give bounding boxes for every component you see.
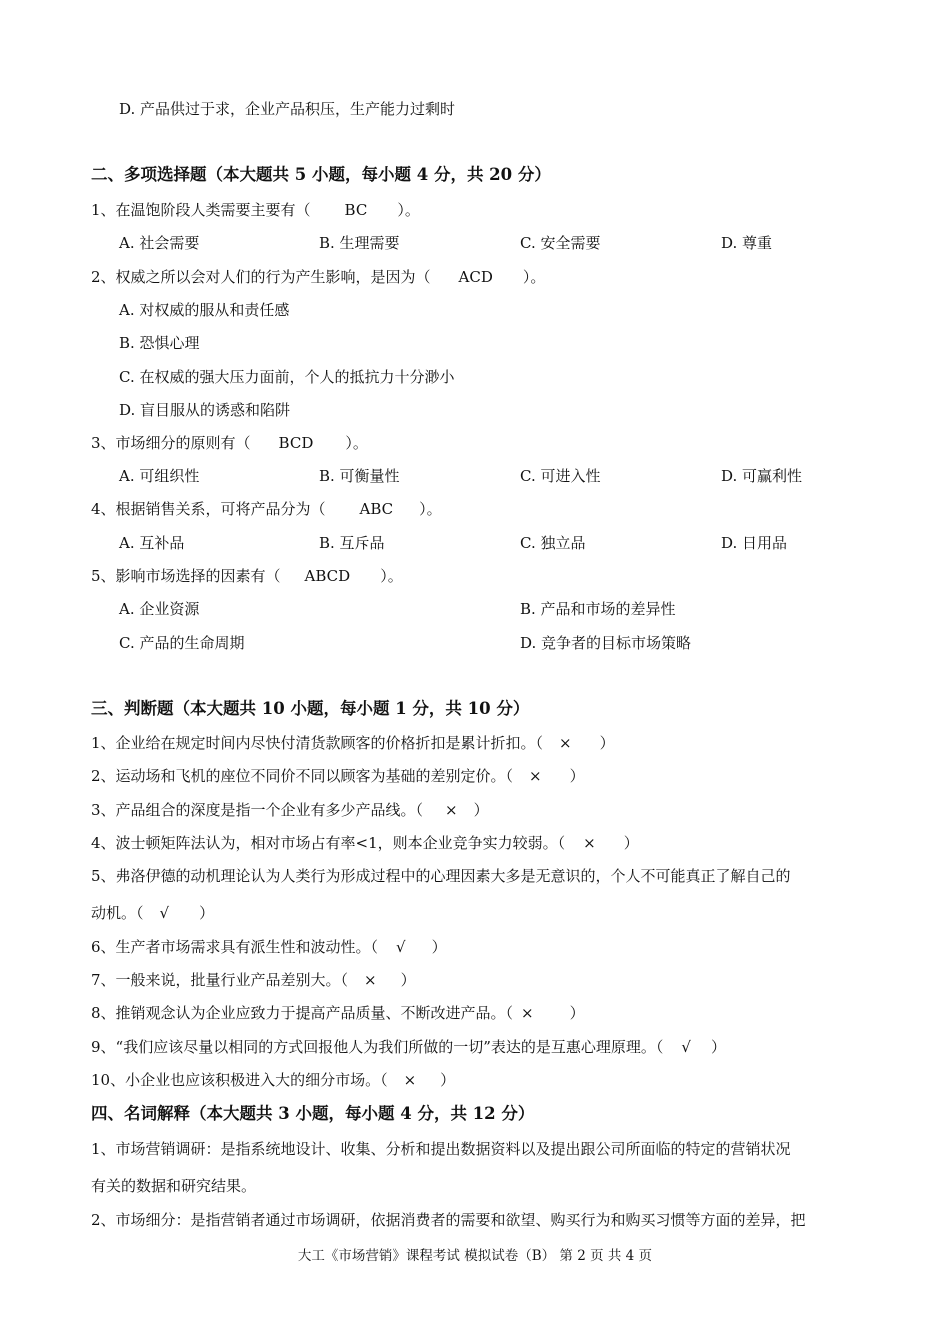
option-d: D. 日用品 [721, 534, 788, 552]
question-3-8 [91, 1003, 585, 1023]
question-2-3 [91, 433, 368, 453]
question-stem: 10、小企业也应该积极进入大的细分市场。（ [91, 1071, 388, 1089]
page-footer: 大工《市场营销》课程考试 模拟试卷（B） 第 2 页 共 4 页 [297, 1248, 653, 1264]
option-b: B. 恐惧心理 [119, 334, 200, 352]
answer-mark: × [583, 834, 596, 852]
question-end: ）。 [380, 567, 403, 585]
option-a: A. 社会需要 [119, 234, 200, 252]
question-stem: 9、“我们应该尽量以相同的方式回报他人为我们所做的一切”表达的是互惠心理原理。（ [91, 1038, 664, 1056]
question-end: ） [569, 767, 585, 785]
answer: ABCD [304, 567, 351, 585]
option-c: C. 产品的生命周期 [119, 634, 245, 652]
question-end: ）。 [345, 434, 368, 452]
question-3-9 [91, 1037, 726, 1057]
question-stem: 动机。（ [91, 904, 144, 922]
answer-mark: √ [159, 904, 170, 922]
section-heading-multiple-choice: 二、多项选择题（本大题共 5 小题，每小题 4 分，共 20 分） [91, 165, 551, 184]
answer: ABC [359, 500, 394, 518]
question-end: ） [400, 971, 416, 989]
question-2-2 [91, 267, 545, 287]
question-stem: 2、运动场和飞机的座位不同价不同以顾客为基础的差别定价。（ [91, 767, 514, 785]
question-stem: 1、在温饱阶段人类需要主要有（ [91, 201, 311, 219]
question-3-3 [91, 800, 489, 820]
option-a: A. 企业资源 [119, 600, 200, 618]
option-c: C. 可进入性 [520, 467, 601, 485]
option-a: A. 对权威的服从和责任感 [119, 301, 290, 319]
answer-mark: × [559, 734, 572, 752]
question-end: ）。 [419, 500, 442, 518]
question-3-5: 5、弗洛伊德的动机理论认为人类行为形成过程中的心理因素大多是无意识的，个人不可能真正了解自己的 [91, 867, 791, 885]
option-d: D. 盲目服从的诱惑和陷阱 [119, 401, 291, 419]
section-heading-true-false: 三、判断题（本大题共 10 小题，每小题 1 分，共 10 分） [91, 699, 530, 718]
answer-mark: √ [396, 938, 406, 956]
answer-mark: × [529, 767, 542, 785]
option-c: C. 独立品 [520, 534, 586, 552]
question-stem: 5、影响市场选择的因素有（ [91, 567, 281, 585]
question-stem: 4、波士顿矩阵法认为，相对市场占有率<1，则本企业竞争实力较弱。（ [91, 834, 566, 852]
answer: BCD [278, 434, 314, 452]
option-b: B. 生理需要 [319, 234, 400, 252]
question-stem: 3、产品组合的深度是指一个企业有多少产品线。（ [91, 801, 424, 819]
question-stem: 4、根据销售关系，可将产品分为（ [91, 500, 326, 518]
question-2-1 [91, 200, 420, 220]
question-end: ） [569, 1004, 585, 1022]
question-3-10 [91, 1070, 455, 1090]
answer-mark: × [445, 801, 458, 819]
question-3-7 [91, 970, 416, 990]
section-heading-term-definitions: 四、名词解释（本大题共 3 小题，每小题 4 分，共 12 分） [91, 1104, 535, 1123]
question-stem: 7、一般来说，批量行业产品差别大。（ [91, 971, 349, 989]
answer-mark: × [364, 971, 377, 989]
question-end: ） [440, 1071, 456, 1089]
option-d: D. 尊重 [721, 234, 773, 252]
option-d: D. 可赢利性 [721, 467, 803, 485]
option-b: B. 产品和市场的差异性 [520, 600, 676, 618]
question-stem: 8、推销观念认为企业应致力于提高产品质量、不断改进产品。（ [91, 1004, 514, 1022]
question-3-5-continued [91, 903, 214, 923]
question-3-4 [91, 833, 639, 853]
question-stem: 2、权威之所以会对人们的行为产生影响，是因为（ [91, 268, 431, 286]
question-end: ）。 [522, 268, 546, 286]
question-stem: 6、生产者市场需求具有派生性和波动性。（ [91, 938, 379, 956]
question-end: ） [710, 1038, 726, 1056]
answer: ACD [458, 268, 493, 286]
definition-1-line-1: 1、市场营销调研：是指系统地设计、收集、分析和提出数据资料以及提出跟公司所面临的特定的营销状况 [91, 1140, 791, 1158]
question-end: ） [599, 734, 615, 752]
question-end: ） [431, 938, 447, 956]
question-end: ） [473, 801, 489, 819]
option-b: B. 互斥品 [319, 534, 385, 552]
question-3-2 [91, 766, 585, 786]
definition-2-line-1: 2、市场细分：是指营销者通过市场调研，依据消费者的需要和欲望、购买行为和购买习惯等方面的差异，把 [91, 1211, 806, 1229]
option-c: C. 安全需要 [520, 234, 601, 252]
option-a: A. 互补品 [119, 534, 185, 552]
answer-mark: √ [681, 1038, 691, 1056]
question-2-4 [91, 499, 442, 519]
answer-mark: × [521, 1004, 534, 1022]
question-end: ） [623, 834, 639, 852]
question-end: ） [199, 904, 215, 922]
answer-mark: × [403, 1071, 417, 1089]
question-stem: 3、市场细分的原则有（ [91, 434, 251, 452]
question-stem: 1、企业给在规定时间内尽快付清货款顾客的价格折扣是累计折扣。（ [91, 734, 544, 752]
question-3-6 [91, 937, 447, 957]
question-end: ）。 [397, 201, 420, 219]
option-b: B. 可衡量性 [319, 467, 400, 485]
option-d-carryover: D. 产品供过于求，企业产品积压，生产能力过剩时 [119, 100, 456, 118]
option-d: D. 竞争者的目标市场策略 [520, 634, 692, 652]
option-a: A. 可组织性 [119, 467, 200, 485]
definition-1-line-2: 有关的数据和研究结果。 [91, 1177, 257, 1195]
question-3-1 [91, 733, 615, 753]
option-c: C. 在权威的强大压力面前，个人的抵抗力十分渺小 [119, 368, 455, 386]
answer: BC [344, 201, 368, 219]
question-2-5 [91, 566, 403, 586]
